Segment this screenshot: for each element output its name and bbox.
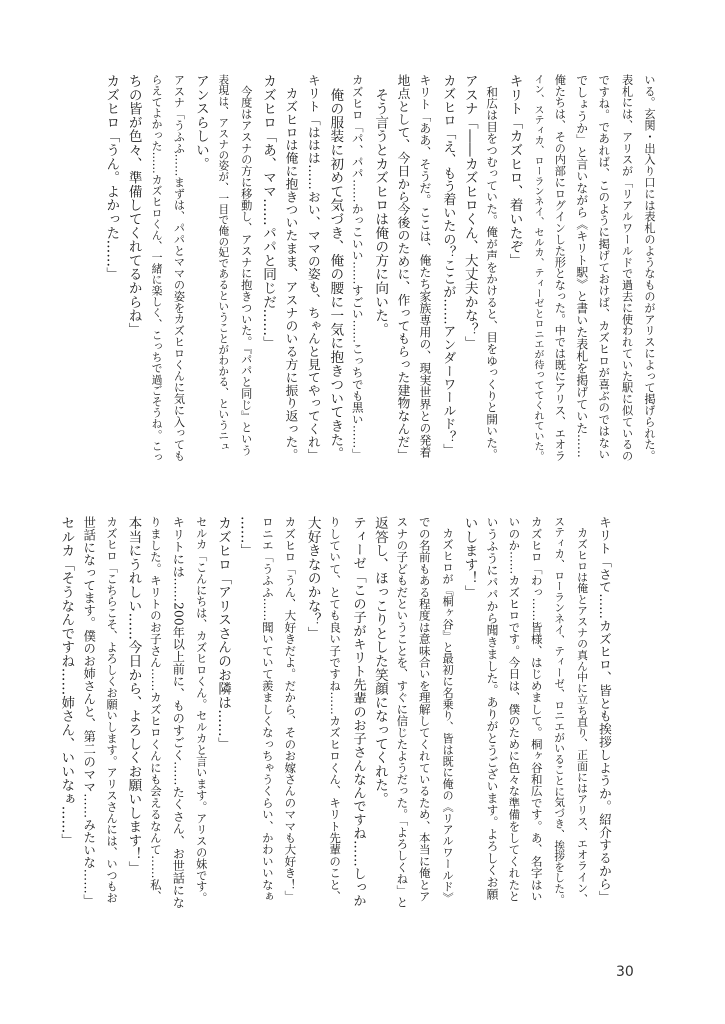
text-line: ですね。であれば、このように掲げておけば、カズヒロが喜ぶのではない — [597, 74, 612, 461]
text-line: 世話になってます。僕のお姉さんと、第二のママ……みたいな……」 — [81, 516, 97, 907]
text-line: キリト「さて……カズヒロ、皆とも挨拶しようか。紹介するから」 — [597, 516, 612, 903]
text-line: キリトには……200年以上前に、ものすごく……たくさん、お世話にな — [171, 516, 186, 909]
text-line: 返答し、ほっこりとした笑顔になってくれた。 — [371, 516, 388, 806]
text-line: 表札には、アリスが「リアルワールドで過去に使われていた駅に似ているの — [620, 74, 634, 462]
text-line: ……」 — [237, 516, 254, 558]
text-line: カズヒロは俺とアスナの真ん中に立ち直り、正面にはアリス、エオライン、 — [575, 516, 589, 905]
text-line: いうふうにパパから聞きました。ありがとうございます。よろしくお願 — [484, 516, 499, 900]
text-line: アスナ「うふふ……まずは、パパとママの姿をカズヒロくんに気に入っても — [172, 74, 186, 462]
text-line: 大好きなのかな？」 — [304, 516, 321, 641]
text-line: 地点として、今日から今後のために、作ってもらった建物なんだ」 — [395, 74, 411, 461]
text-line: カズヒロ「わっ……皆様、はじめまして。桐ヶ谷和広です。あ、名字はい — [529, 516, 544, 903]
text-line: でしょうか」と言いながら《キリト駅》と書いた表札を掲げていた…… — [574, 74, 589, 458]
text-line: いのか……カズヒロです。今日は、僕のために色々な準備をしてくれたと — [507, 516, 522, 903]
text-line: 本当にうれしい……今日から、よろしくお願いします！」 — [125, 516, 142, 875]
text-line: ロニエ「うふふ……聞いていて羨ましくなっちゃうくらい、かわいいなぁ — [260, 516, 275, 903]
text-line: 俺たちは、その内部にログインした形となった。中では既にアリス、エオラ — [553, 74, 567, 462]
page-number: 30 — [616, 964, 634, 980]
text-line: カズヒロ「うん、大好きだよ。だから、そのお嫁さんのママも大好き！」 — [283, 516, 298, 903]
text-line: スナの子どもだということを、すぐに信じたようだった。「よろしくね」と — [395, 516, 410, 909]
text-line: そう言うとカズヒロは俺の方に向いた。 — [372, 74, 389, 337]
text-line: での名前もある程度は意味合いを理解してくれているため、本当に俺とア — [417, 516, 432, 903]
lower-text-block — [58, 516, 615, 909]
text-line: セルカ「こんにちは、カズヒロくん。セルカと言います。アリスの妹です。 — [194, 516, 208, 904]
text-line: ちの皆が色々、準備してくれてるからね」 — [125, 74, 142, 337]
text-line: りました。キリトのお子さん……カズヒロくんにも会えるなんて……私、 — [148, 516, 163, 903]
text-line: 和広は目をつむっていた。俺が声をかけると、目をゆっくりと開いた。 — [485, 74, 500, 461]
text-line: スティカ、ローランネイ、ティーゼ、ロニエがいることに気づき、挨拶をした。 — [553, 516, 566, 905]
text-line: いします！」 — [461, 516, 478, 599]
text-line: キリト「ははは……おい、ママの姿も、ちゃんと見てやってくれ」 — [305, 74, 321, 461]
text-line: カズヒロ「アリスさんのお隣は……」 — [215, 516, 232, 751]
text-line: カズヒロ「うん。よかった……」 — [103, 74, 120, 281]
text-line: 今度はアスナの方に移動し、アスナに抱きついた。『パパと同じ』という — [239, 74, 253, 456]
text-line: カズヒロ「こちらこそ、よろしくお願いします。アリスさんには、いつもお — [105, 516, 119, 904]
text-line: カズヒロは俺に抱きついたまま、アスナのいる方に振り返った。 — [283, 74, 299, 461]
text-line: カズヒロ「あ、ママ……パパと同じだ……」 — [260, 74, 277, 350]
text-line: 俺の服装に初めて気づき、俺の腰に一気に抱きついてきた。 — [327, 74, 344, 461]
text-line: アンスらしい。 — [192, 74, 209, 171]
text-line: カズヒロが『桐ヶ谷』と最初に名乗り、皆は既に俺の《リアルワールド》 — [441, 516, 455, 904]
text-line: キリト「ああ、そうだ。ここは、俺たち家族専用の、現実世界との発着 — [417, 74, 432, 458]
text-line: らえてよかった……カズヒロくん、一緒に楽しく、こっちで過ごそうね。こっ — [150, 74, 164, 463]
text-line: カズヒロ「え、もう着いたの？ここが……アンダーワールド？」 — [440, 74, 456, 457]
text-line: いる。玄関・出入り口には表札のようなものがアリスによって掲げられた。 — [643, 74, 656, 462]
upper-text-block — [75, 74, 660, 462]
text-line: イン、スティカ、ローランネイ、セルカ、ティーゼとロニエが待っててくれていた。 — [531, 74, 543, 462]
text-line: セルカ「そうなんですね……姉さん、いいなぁ……」 — [58, 516, 75, 848]
text-line: ティーゼ「この子がキリト先輩のお子さんなんですね……しっか — [350, 516, 366, 908]
text-line: アスナ「――カズヒロくん、大丈夫かな？」 — [461, 74, 478, 350]
text-line: 表現は、アスナの姿が、一目で俺の妃であるということがわかる、というニュ — [217, 74, 230, 452]
text-line: りしていて、とても良い子ですね……カズヒロくん、キリト先輩のこと、 — [328, 516, 343, 903]
text-line: カズヒロ「パ、パパ……かっこいい……すごい……こっちでも黒い……」 — [350, 74, 365, 461]
text-line: キリト「カズヒロ、着いたぞ」 — [506, 74, 523, 268]
